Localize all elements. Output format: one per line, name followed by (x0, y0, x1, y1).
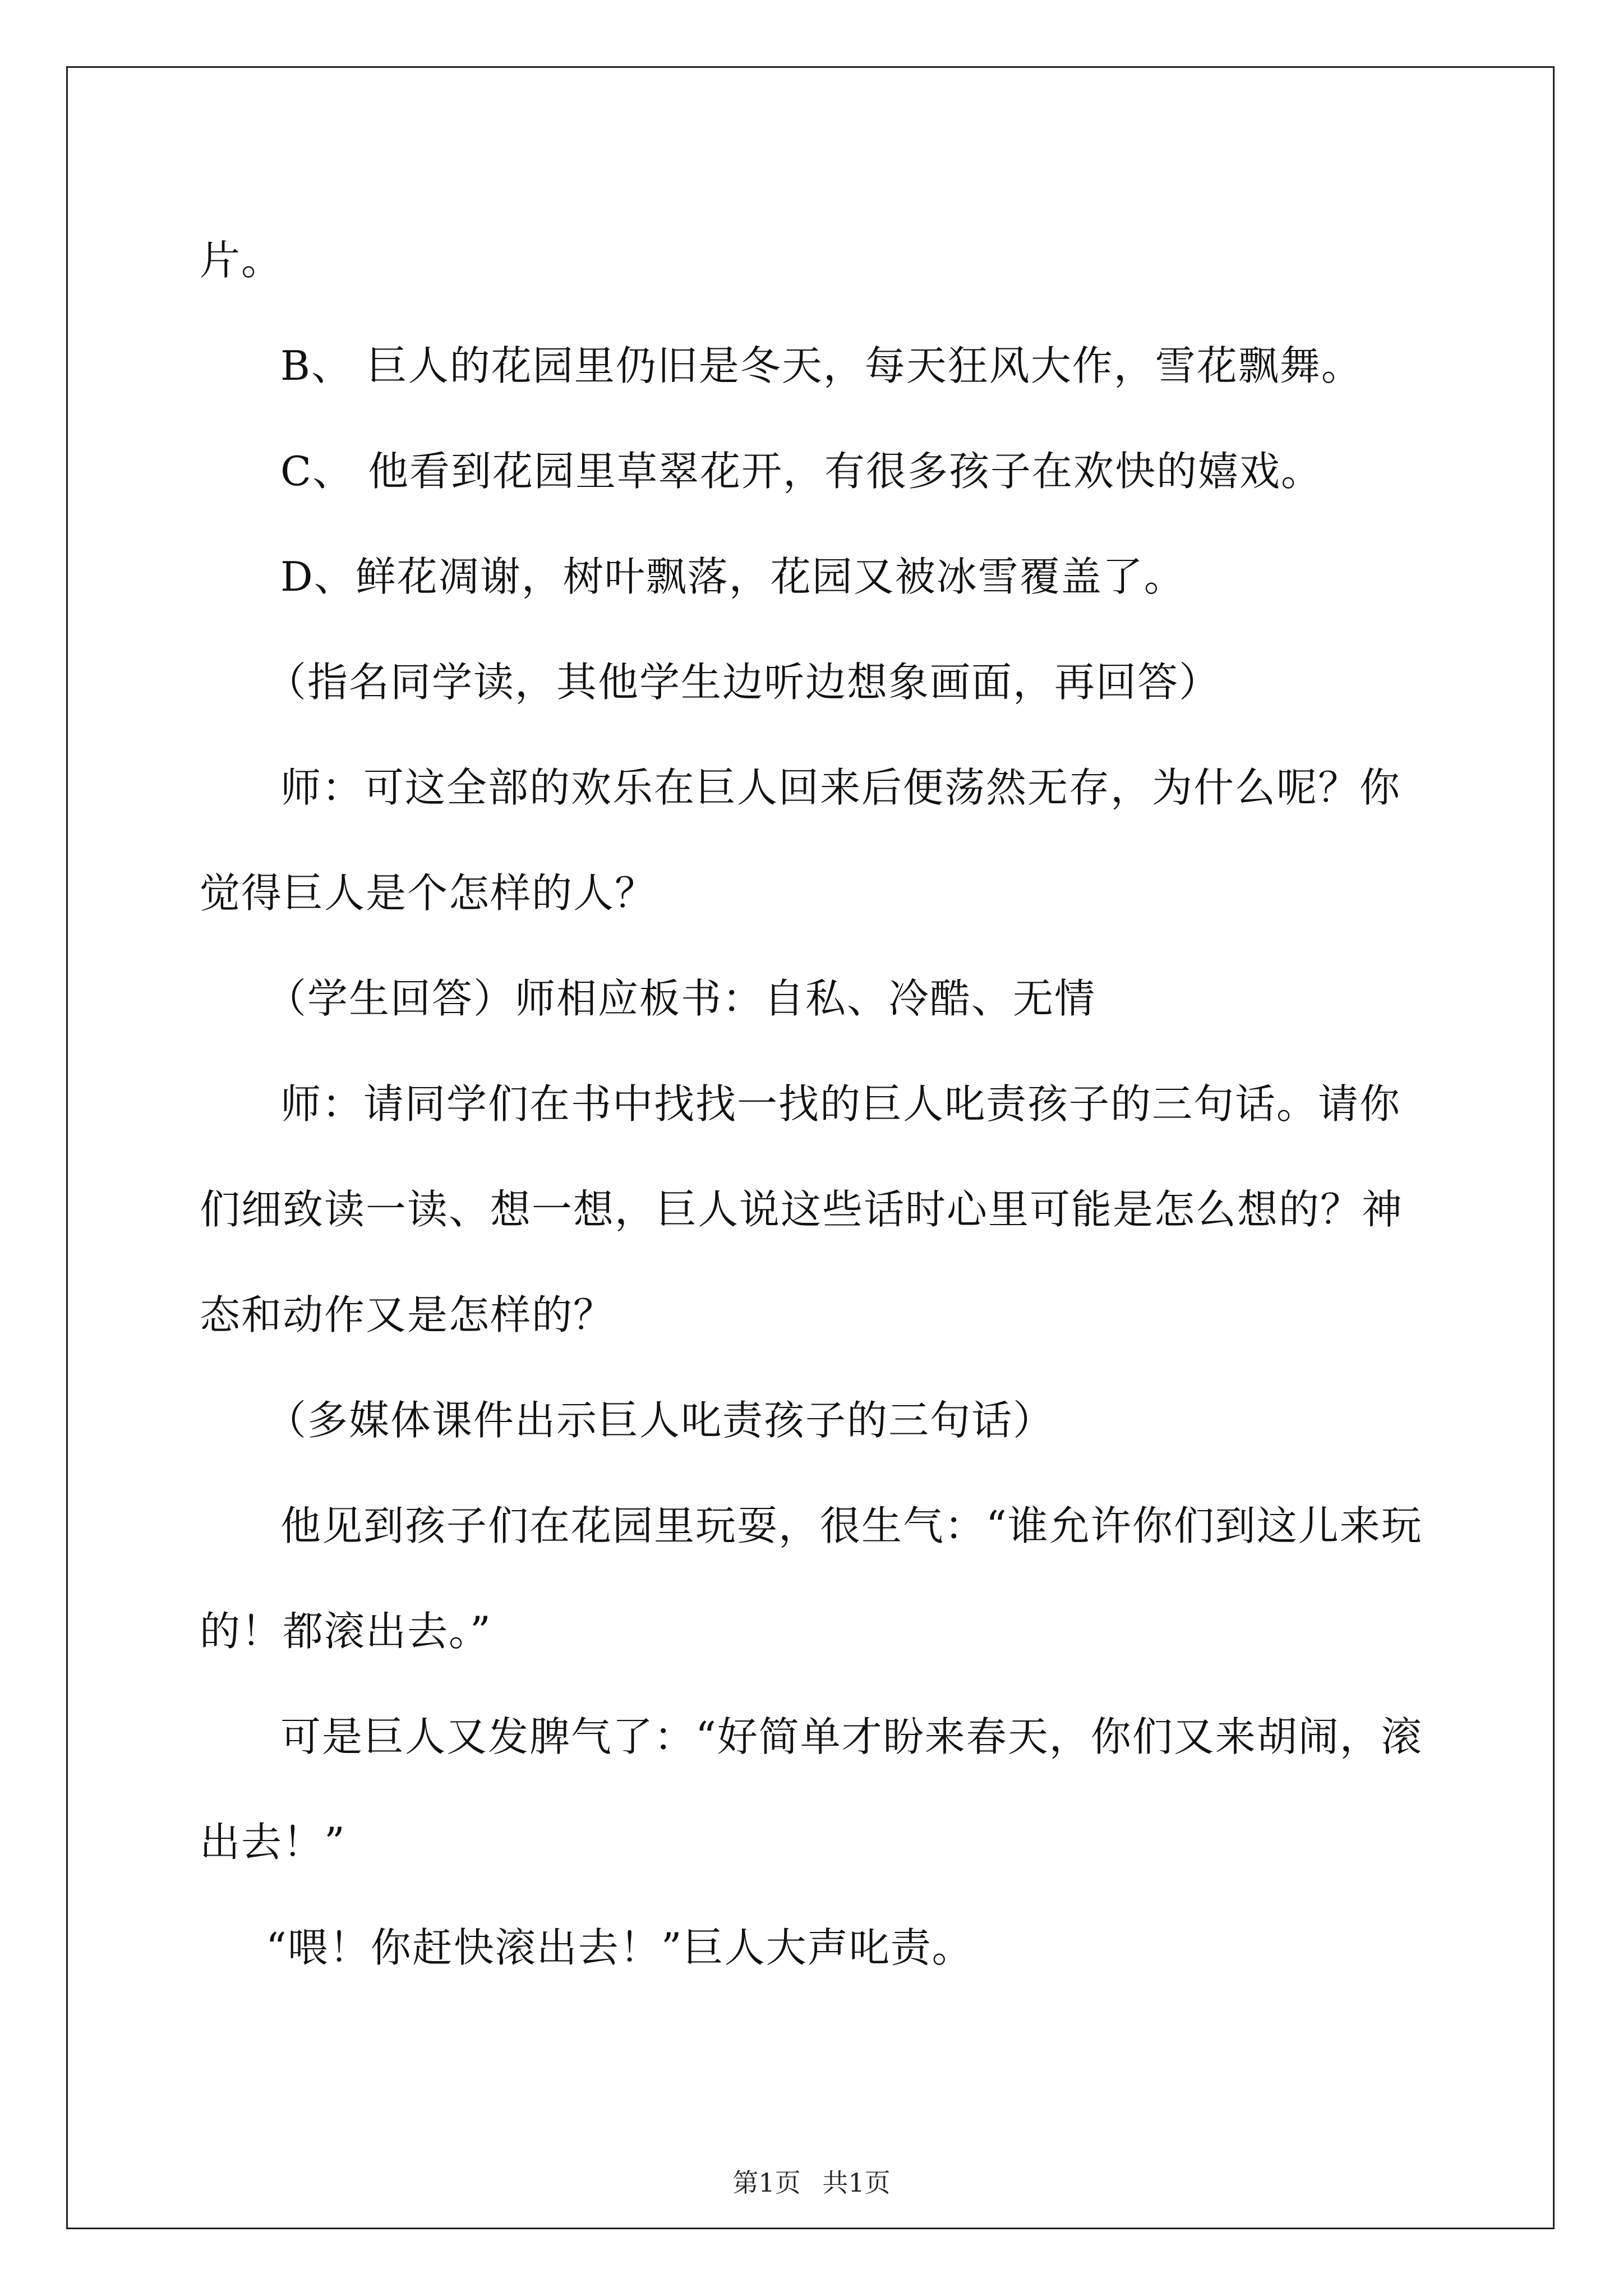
paragraph-option-c: C、 他看到花园里草翠花开，有很多孩子在欢快的嬉戏。 (280, 448, 1322, 495)
paragraph-student-answer: （学生回答）师相应板书：自私、冷酷、无情 (266, 975, 1096, 1022)
page-footer (0, 2162, 1623, 2200)
page-total: 共1页 (822, 2168, 891, 2198)
paragraph-teacher-task: 师：请同学们在书中找找一找的巨人叱责孩子的三句话。请你们细致读一读、想一想，巨人说这些话时心里可能是怎么想的？神态和动作又是怎样的？ (200, 1080, 1404, 1338)
document-body (200, 208, 1433, 2000)
page-number: 第1页 (732, 2168, 801, 2198)
paragraph-continuation: 片。 (200, 237, 283, 284)
paragraph-quote-2: 可是巨人又发脾气了：“好简单才盼来春天，你们又来胡闹，滚出去！” (200, 1713, 1423, 1866)
paragraph-instruction: （指名同学读，其他学生边听边想象画面，再回答） (266, 659, 1221, 706)
paragraph-teacher-question: 师：可这全部的欢乐在巨人回来后便荡然无存，为什么呢？你觉得巨人是个怎样的人？ (200, 764, 1401, 917)
paragraph-option-b: B、 巨人的花园里仍旧是冬天，每天狂风大作，雪花飘舞。 (280, 342, 1363, 389)
paragraph-multimedia-note: （多媒体课件出示巨人叱责孩子的三句话） (266, 1397, 1055, 1444)
paragraph-quote-3: “喂！你赶快滚出去！”巨人大声叱责。 (266, 1924, 974, 1971)
paragraph-quote-1: 他见到孩子们在花园里玩耍，很生气：“谁允许你们到这儿来玩的！都滚出去。” (200, 1502, 1423, 1655)
paragraph-option-d: D、鲜花凋谢，树叶飘落，花园又被冰雪覆盖了。 (280, 553, 1186, 600)
